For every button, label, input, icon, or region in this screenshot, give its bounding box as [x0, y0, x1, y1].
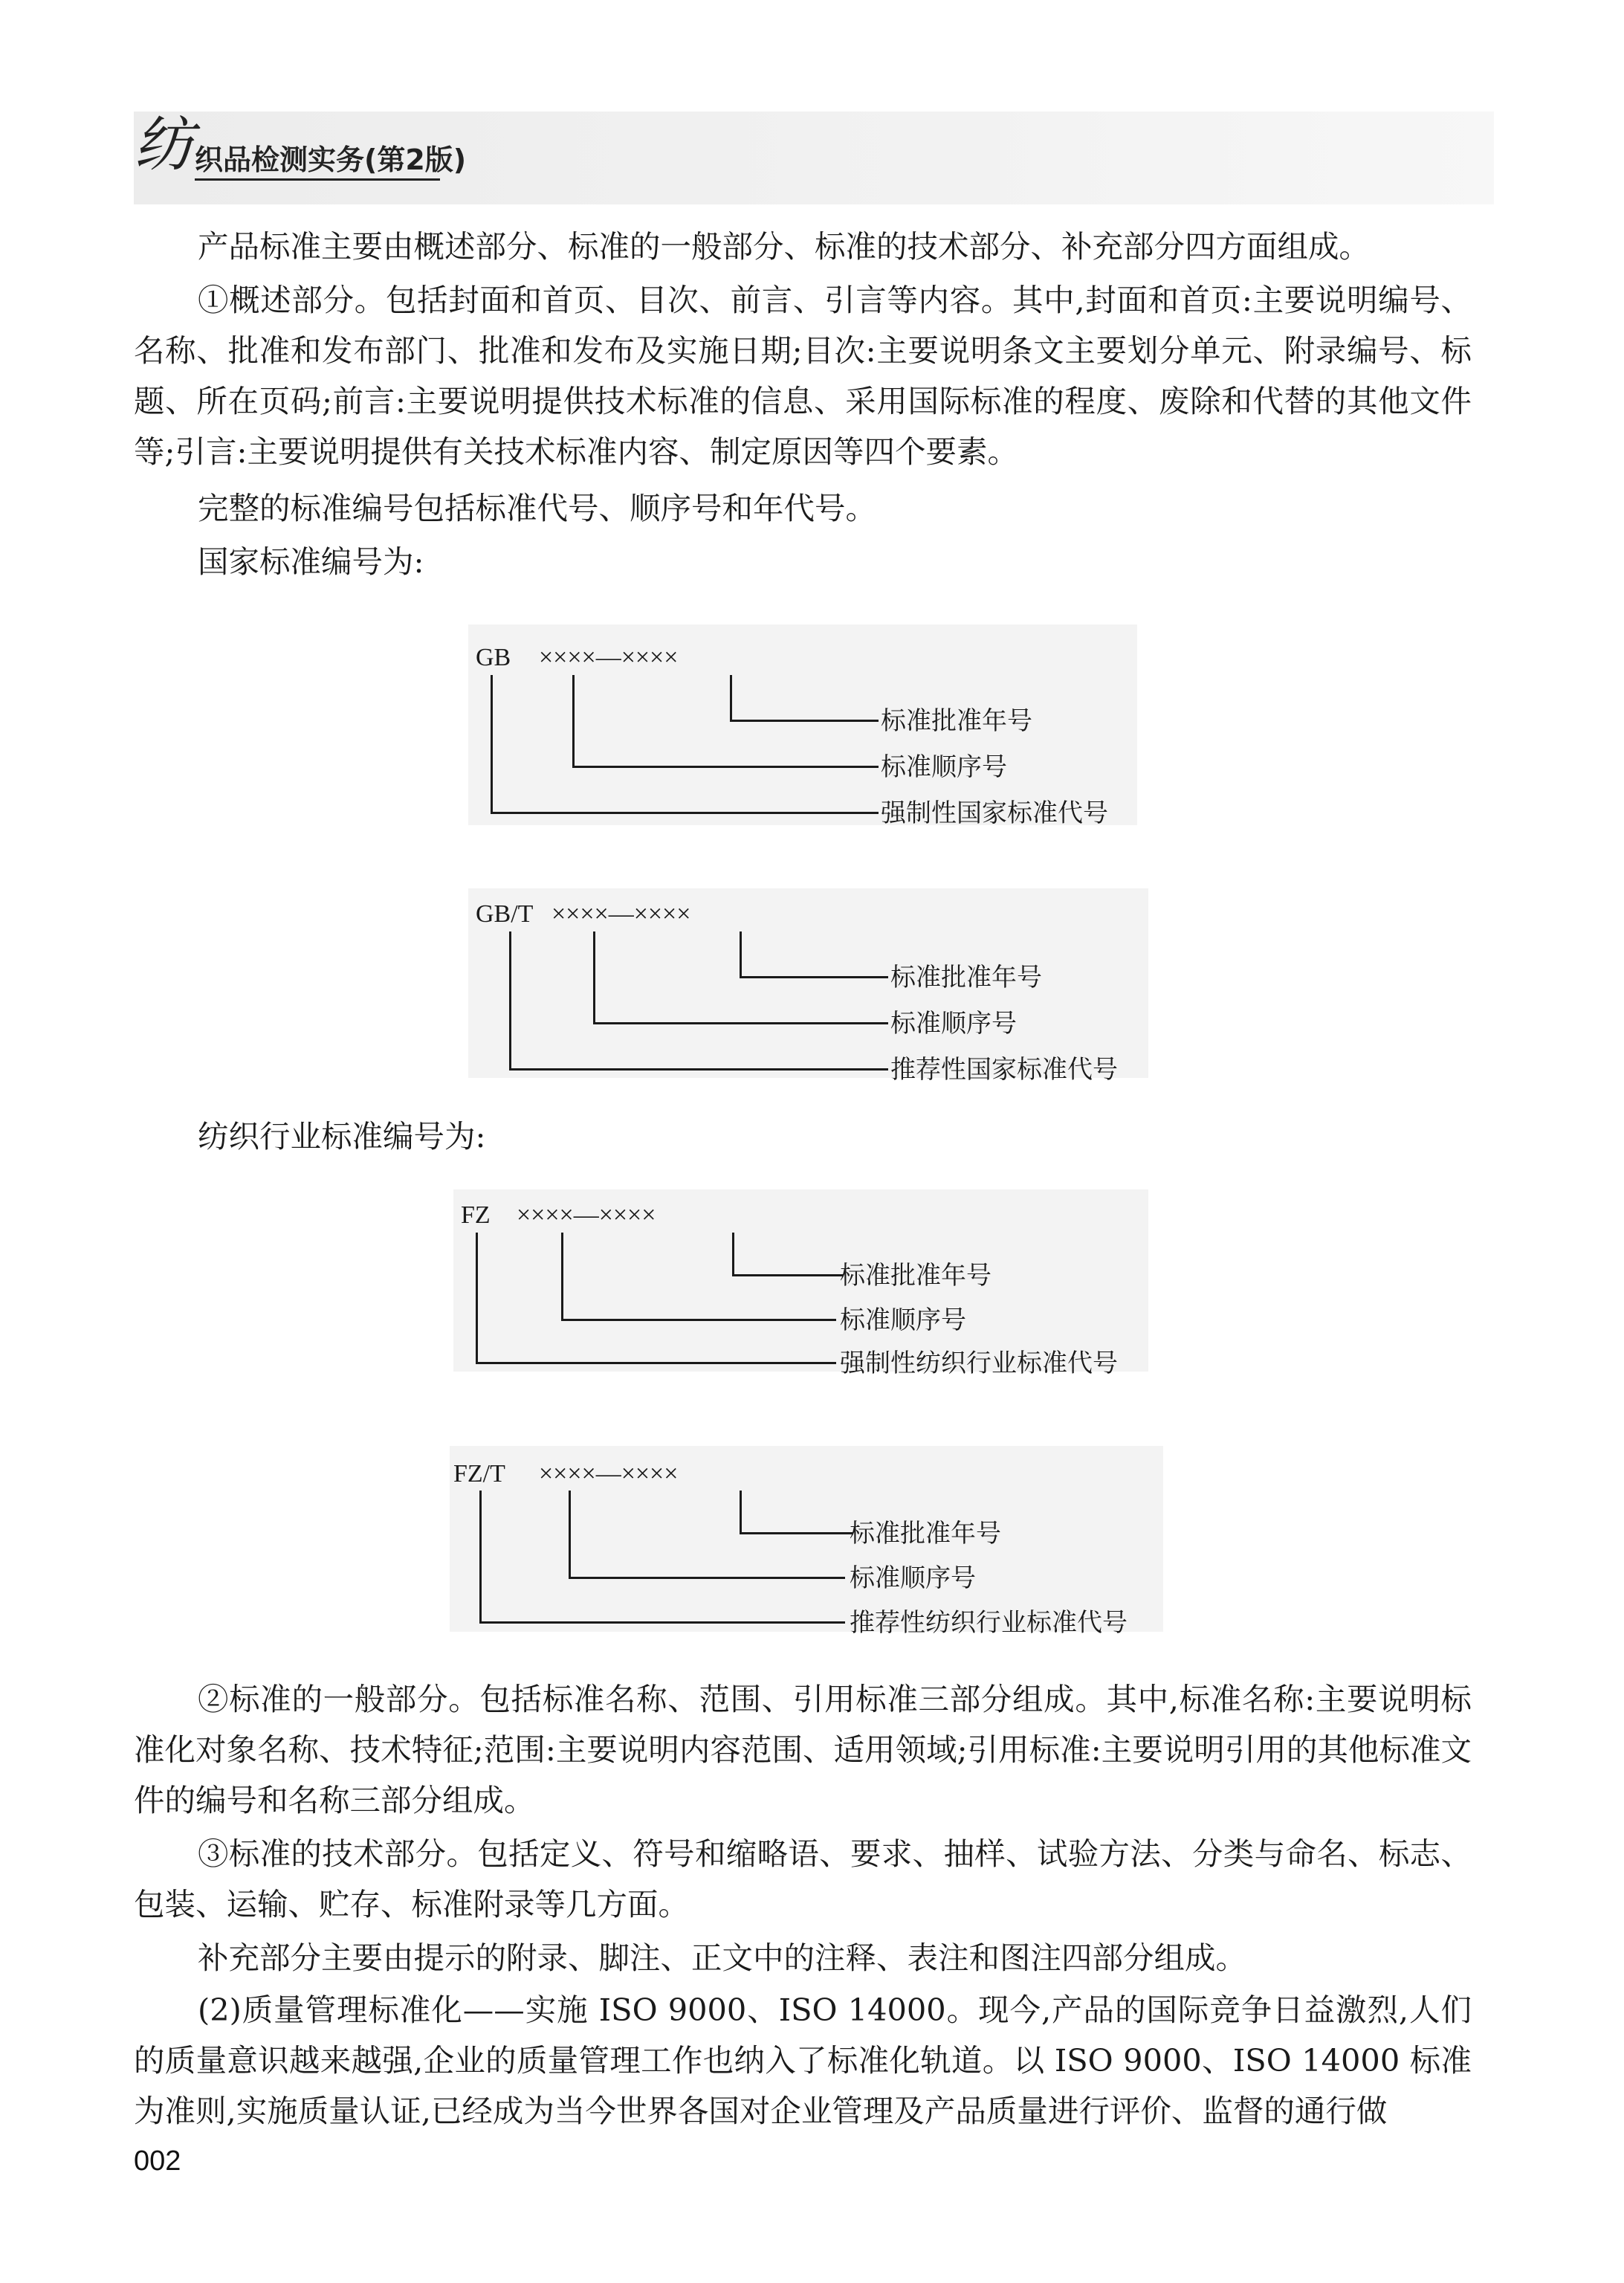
bracket-code-v	[479, 1491, 482, 1623]
diagram-pattern: ××××—××××	[517, 1201, 656, 1229]
header-initial-char: 纺	[134, 110, 193, 179]
bracket-year-v	[740, 931, 742, 978]
label-year: 标准批准年号	[881, 706, 1032, 736]
label-seq: 标准顺序号	[881, 752, 1007, 782]
bracket-code-h	[479, 1621, 845, 1624]
label-code: 强制性纺织行业标准代号	[840, 1349, 1118, 1378]
label-year: 标准批准年号	[840, 1261, 991, 1291]
label-code: 强制性国家标准代号	[881, 798, 1108, 828]
bracket-year-h	[740, 1532, 853, 1534]
bracket-year-h	[732, 1274, 844, 1276]
paragraph-national-heading: 国家标准编号为:	[198, 543, 424, 580]
bracket-seq-h	[569, 1577, 845, 1579]
header-book-title: 织品检测实务(第2版)	[195, 143, 467, 176]
diagram-fz	[453, 1189, 1148, 1378]
diagram-gbt	[468, 888, 1148, 1085]
label-seq: 标准顺序号	[850, 1563, 976, 1593]
bracket-code-v	[491, 675, 493, 813]
bracket-code-v	[509, 931, 511, 1070]
label-seq: 标准顺序号	[840, 1305, 966, 1335]
diagram-pattern: ××××—××××	[539, 1460, 679, 1488]
bracket-seq-v	[593, 931, 595, 1024]
diagram-code: FZ	[461, 1201, 491, 1229]
page-number: 002	[134, 2145, 181, 2177]
paragraph-supplementary-part: 补充部分主要由提示的附录、脚注、正文中的注释、表注和图注四部分组成。	[198, 1940, 1247, 1976]
paragraph-textile-heading: 纺织行业标准编号为:	[198, 1118, 486, 1155]
bracket-year-v	[732, 1233, 734, 1276]
paragraph-technical-part: ③标准的技术部分。包括定义、符号和缩略语、要求、抽样、试验方法、分类与命名、标志、包装、运输、贮存、标准附录等几方面。	[134, 1835, 1472, 1922]
label-code: 推荐性国家标准代号	[890, 1055, 1118, 1085]
paragraph-quality-management: (2)质量管理标准化——实施 ISO 9000、ISO 14000。现今,产品的国际竞争日益激烈,人们的质量意识越来越强,企业的质量管理工作也纳入了标准化轨道。以 ISO 9000、ISO 14000 标准为准则,实施质量认证,已经成为当今世界各国对企业管理及产品质量进行评价、监督的通行做	[134, 1992, 1472, 2129]
label-year: 标准批准年号	[850, 1519, 1001, 1549]
label-year: 标准批准年号	[890, 963, 1042, 992]
bracket-code-v	[476, 1233, 478, 1363]
paragraph-overview: ①概述部分。包括封面和首页、目次、前言、引言等内容。其中,封面和首页:主要说明编号、名称、批准和发布部门、批准和发布及实施日期;目次:主要说明条文主要划分单元、附录编号、标题、所在页码;前言:主要说明提供技术标准的信息、采用国际标准的程度、废除和代替的其他文件等;引言:主要说明提供有关技术标准内容、制定原因等四个要素。	[134, 282, 1472, 470]
bracket-year-v	[740, 1491, 742, 1534]
diagram-code: FZ/T	[453, 1460, 505, 1488]
bracket-code-h	[476, 1362, 836, 1364]
bracket-code-h	[491, 812, 879, 814]
paragraph-intro: 产品标准主要由概述部分、标准的一般部分、标准的技术部分、补充部分四方面组成。	[198, 228, 1371, 265]
bracket-seq-v	[569, 1491, 571, 1578]
bracket-seq-v	[561, 1233, 563, 1320]
bracket-seq-h	[593, 1022, 888, 1024]
bracket-year-h	[730, 720, 879, 722]
paragraph-standard-number: 完整的标准编号包括标准代号、顺序号和年代号。	[198, 490, 877, 526]
diagram-code: GB/T	[476, 900, 534, 928]
diagram-fzt	[450, 1446, 1163, 1638]
label-seq: 标准顺序号	[890, 1009, 1017, 1039]
diagram-pattern: ××××—××××	[551, 900, 691, 928]
bracket-seq-v	[572, 675, 575, 767]
paragraph-general-part: ②标准的一般部分。包括标准名称、范围、引用标准三部分组成。其中,标准名称:主要说明标准化对象名称、技术特征;范围:主要说明内容范围、适用领域;引用标准:主要说明引用的其他标准文件的编号和名称三部分组成。	[134, 1681, 1472, 1818]
bracket-code-h	[509, 1068, 888, 1071]
bracket-year-h	[740, 976, 888, 978]
bracket-seq-h	[561, 1319, 836, 1321]
diagram-pattern: ××××—××××	[539, 644, 679, 671]
header-underline	[195, 178, 440, 181]
label-code: 推荐性纺织行业标准代号	[850, 1608, 1128, 1638]
bracket-seq-h	[572, 766, 879, 768]
bracket-year-v	[730, 675, 732, 721]
diagram-code: GB	[476, 644, 511, 671]
diagram-gb	[468, 624, 1137, 828]
